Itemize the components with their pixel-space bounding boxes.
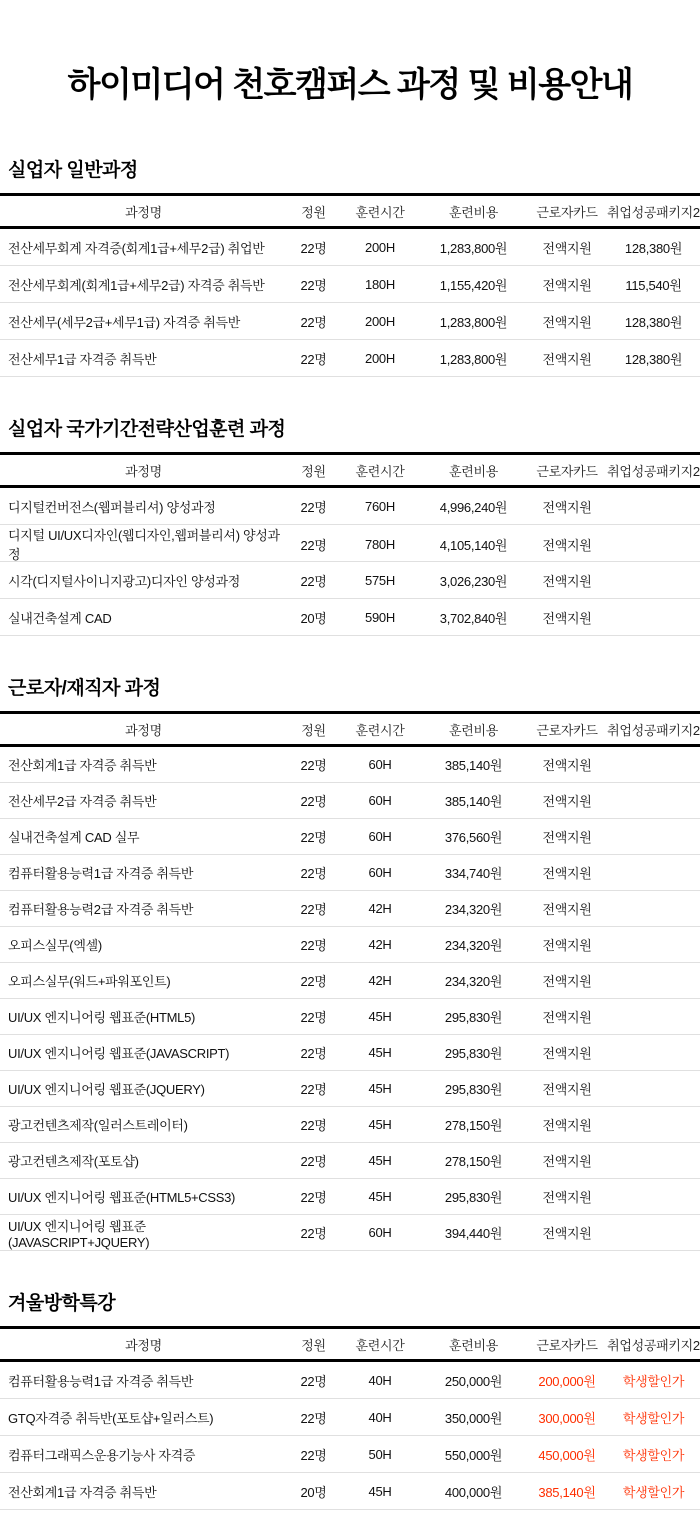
table-row [0,1107,700,1143]
course-table [0,193,700,377]
training-hours-cell: 45H [368,1117,392,1132]
table-row [0,1215,700,1251]
column-header: 훈련시간 [355,722,405,738]
column-header: 취업성공패키지2 [607,204,700,220]
training-cost-cell: 385,140원 [444,758,503,773]
column-header: 근로자카드 [536,204,598,220]
training-cost-cell: 295,830원 [444,1190,503,1205]
column-header: 정원 [301,1337,326,1353]
column-header: 훈련비용 [448,204,499,220]
table-row [0,999,700,1035]
training-hours-cell: 42H [368,973,392,988]
capacity-cell: 22명 [300,866,327,881]
table-body [0,1362,700,1510]
course-name-cell: 오피스실무(워드+파워포인트) [8,974,171,989]
worker-card-cell: 전액지원 [542,277,592,293]
training-hours-cell: 50H [368,1446,392,1462]
column-header: 과정명 [125,463,162,479]
course-table [0,711,700,1251]
training-hours-cell: 60H [368,793,392,808]
worker-card-cell: 전액지원 [542,1082,592,1097]
training-cost-cell: 3,026,230원 [439,573,508,589]
column-header: 훈련비용 [448,1337,499,1353]
training-hours-cell: 45H [368,1153,392,1168]
course-section [0,1291,700,1510]
training-hours-cell: 45H [368,1081,392,1096]
course-name-cell: GTQ자격증 취득반(포토샵+일러스트) [8,1410,214,1426]
course-name-cell: 컴퓨터활용능력1급 자격증 취득반 [8,1373,194,1389]
worker-card-cell: 전액지원 [542,1046,592,1061]
training-hours-cell: 42H [368,937,392,952]
training-cost-cell: 234,320원 [444,902,503,917]
training-hours-cell: 40H [368,1372,392,1388]
column-header: 훈련비용 [448,722,499,738]
capacity-cell: 22명 [300,499,327,515]
capacity-cell: 22명 [300,1118,327,1133]
table-row [0,747,700,783]
table-header-row [0,452,700,488]
table-row [0,303,700,340]
training-cost-cell: 4,105,140원 [439,537,508,553]
capacity-cell: 22명 [300,794,327,809]
training-cost-cell: 295,830원 [444,1010,503,1025]
worker-card-cell: 전액지원 [542,1154,592,1169]
course-name-cell: 컴퓨터그래픽스운용기능사 자격증 [8,1447,196,1463]
course-name-cell: 전산회계1급 자격증 취득반 [8,1484,157,1500]
section-heading: 실업자 일반과정 [8,160,138,181]
training-hours-cell: 42H [368,901,392,916]
table-row [0,1143,700,1179]
course-name-cell: 전산회계1급 자격증 취득반 [8,758,157,773]
worker-card-cell: 450,000원 [538,1447,596,1463]
table-row [0,1035,700,1071]
success-package-cell: 128,380원 [624,314,683,330]
table-header-row [0,193,700,229]
worker-card-cell: 전액지원 [542,499,592,515]
course-name-cell: 디지털컨버전스(웹퍼블리셔) 양성과정 [8,499,216,515]
capacity-cell: 22명 [300,758,327,773]
course-name-cell: 광고컨텐츠제작(일러스트레이터) [8,1118,188,1133]
table-row [0,599,700,636]
worker-card-cell: 385,140원 [538,1484,596,1500]
training-cost-cell: 295,830원 [444,1046,503,1061]
column-header: 정원 [301,722,326,738]
course-section [0,158,700,377]
training-hours-cell: 40H [368,1409,392,1425]
table-row [0,1071,700,1107]
worker-card-cell: 전액지원 [542,938,592,953]
training-cost-cell: 376,560원 [444,830,503,845]
training-hours-cell: 45H [368,1009,392,1024]
capacity-cell: 22명 [300,1447,327,1463]
table-header-row [0,711,700,747]
training-cost-cell: 350,000원 [444,1410,503,1426]
training-hours-cell: 575H [365,572,395,588]
course-name-cell: 전산세무(세무2급+세무1급) 자격증 취득반 [8,314,240,330]
capacity-cell: 22명 [300,830,327,845]
table-row [0,1473,700,1510]
capacity-cell: 22명 [300,1154,327,1169]
table-row [0,340,700,377]
training-hours-cell: 60H [368,1225,392,1240]
worker-card-cell: 전액지원 [542,758,592,773]
table-row [0,927,700,963]
worker-card-cell: 전액지원 [542,866,592,881]
table-row [0,1362,700,1399]
capacity-cell: 20명 [300,610,327,626]
worker-card-cell: 300,000원 [538,1410,596,1426]
training-cost-cell: 394,440원 [444,1226,503,1241]
course-name-cell: 디지털 UI/UX디자인(웹디자인,웹퍼블리셔) 양성과정 [8,528,280,562]
section-heading: 실업자 국가기간전략산업훈련 과정 [8,419,286,440]
table-row [0,562,700,599]
training-cost-cell: 1,283,800원 [439,314,508,330]
column-header: 훈련시간 [355,463,405,479]
course-table [0,1326,700,1510]
course-name-cell: UI/UX 엔지니어링 웹표준(HTML5+CSS3) [8,1190,236,1205]
capacity-cell: 22명 [300,1373,327,1389]
training-hours-cell: 45H [368,1189,392,1204]
worker-card-cell: 전액지원 [542,610,592,626]
course-name-cell: 컴퓨터활용능력1급 자격증 취득반 [8,866,194,881]
success-package-cell: 학생할인가 [622,1484,685,1500]
training-cost-cell: 1,155,420원 [439,277,508,293]
course-name-cell: 전산세무1급 자격증 취득반 [8,351,157,367]
capacity-cell: 22명 [300,1010,327,1025]
column-header: 훈련비용 [448,463,499,479]
course-name-cell: 전산세무회계(회계1급+세무2급) 자격증 취득반 [8,277,265,293]
training-hours-cell: 60H [368,865,392,880]
success-package-cell: 115,540원 [625,277,682,293]
training-hours-cell: 180H [365,276,395,292]
training-cost-cell: 3,702,840원 [439,610,508,626]
section-heading: 겨울방학특강 [8,1293,116,1314]
course-name-cell: UI/UX 엔지니어링 웹표준(JAVASCRIPT) [8,1046,230,1061]
table-row [0,1436,700,1473]
table-row [0,525,700,562]
training-hours-cell: 200H [365,350,395,366]
training-cost-cell: 295,830원 [444,1082,503,1097]
training-hours-cell: 45H [368,1483,392,1499]
course-name-cell: 실내건축설계 CAD [8,610,112,626]
course-name-cell: 전산세무회계 자격증(회계1급+세무2급) 취업반 [8,240,265,256]
course-name-cell: 시각(디지털사이니지광고)디자인 양성과정 [8,573,241,589]
training-hours-cell: 60H [368,757,392,772]
worker-card-cell: 전액지원 [542,1190,592,1205]
worker-card-cell: 200,000원 [538,1373,596,1389]
training-hours-cell: 780H [365,536,395,552]
course-name-cell: 전산세무2급 자격증 취득반 [8,794,157,809]
column-header: 근로자카드 [536,1337,598,1353]
capacity-cell: 22명 [300,314,327,330]
column-header: 취업성공패키지2 [607,1337,700,1353]
training-cost-cell: 1,283,800원 [439,240,508,256]
column-header: 훈련시간 [355,204,405,220]
table-row [0,855,700,891]
training-hours-cell: 60H [368,829,392,844]
capacity-cell: 22명 [300,537,327,553]
capacity-cell: 22명 [300,1190,327,1205]
table-body [0,229,700,377]
course-sections [0,158,700,1510]
column-header: 과정명 [125,204,162,220]
column-header: 과정명 [125,722,162,738]
training-hours-cell: 200H [365,313,395,329]
worker-card-cell: 전액지원 [542,1118,592,1133]
section-heading: 근로자/재직자 과정 [8,678,161,699]
training-cost-cell: 385,140원 [444,794,503,809]
capacity-cell: 22명 [300,902,327,917]
table-row [0,1399,700,1436]
capacity-cell: 22명 [300,938,327,953]
course-name-cell: 광고컨텐츠제작(포토샵) [8,1154,139,1169]
table-row [0,783,700,819]
capacity-cell: 22명 [300,277,327,293]
capacity-cell: 20명 [300,1484,327,1500]
training-cost-cell: 234,320원 [444,974,503,989]
table-header-row [0,1326,700,1362]
column-header: 근로자카드 [536,722,598,738]
course-section [0,417,700,636]
training-cost-cell: 334,740원 [444,866,503,881]
table-row [0,891,700,927]
capacity-cell: 22명 [300,240,327,256]
capacity-cell: 22명 [300,974,327,989]
success-package-cell: 학생할인가 [622,1373,685,1389]
training-hours-cell: 590H [365,609,395,625]
column-header: 취업성공패키지2 [607,463,700,479]
training-cost-cell: 550,000원 [444,1447,503,1463]
course-name-cell: UI/UX 엔지니어링 웹표준(JQUERY) [8,1082,205,1097]
course-name-cell: 컴퓨터활용능력2급 자격증 취득반 [8,902,194,917]
training-cost-cell: 278,150원 [444,1118,503,1133]
capacity-cell: 22명 [300,351,327,367]
course-table [0,452,700,636]
success-package-cell: 128,380원 [624,240,683,256]
table-row [0,1179,700,1215]
worker-card-cell: 전액지원 [542,537,592,553]
worker-card-cell: 전액지원 [542,974,592,989]
worker-card-cell: 전액지원 [542,240,592,256]
course-section [0,676,700,1251]
worker-card-cell: 전액지원 [542,1226,592,1241]
training-cost-cell: 4,996,240원 [439,499,508,515]
worker-card-cell: 전액지원 [542,902,592,917]
capacity-cell: 22명 [300,1046,327,1061]
column-header: 훈련시간 [355,1337,405,1353]
success-package-cell: 학생할인가 [622,1410,685,1426]
table-body [0,747,700,1251]
table-row [0,266,700,303]
table-row [0,819,700,855]
column-header: 과정명 [125,1337,162,1353]
training-cost-cell: 234,320원 [444,938,503,953]
training-cost-cell: 250,000원 [444,1373,503,1389]
column-header: 근로자카드 [536,463,598,479]
worker-card-cell: 전액지원 [542,351,592,367]
worker-card-cell: 전액지원 [542,1010,592,1025]
training-cost-cell: 400,000원 [444,1484,503,1500]
training-hours-cell: 200H [365,239,395,255]
course-name-cell: 실내건축설계 CAD 실무 [8,830,140,845]
capacity-cell: 22명 [300,573,327,589]
column-header: 정원 [301,204,326,220]
worker-card-cell: 전액지원 [542,573,592,589]
capacity-cell: 22명 [300,1226,327,1241]
worker-card-cell: 전액지원 [542,794,592,809]
training-hours-cell: 45H [368,1045,392,1060]
column-header: 취업성공패키지2 [607,722,700,738]
worker-card-cell: 전액지원 [542,314,592,330]
table-row [0,229,700,266]
training-cost-cell: 278,150원 [444,1154,503,1169]
training-cost-cell: 1,283,800원 [439,351,508,367]
course-name-cell: UI/UX 엔지니어링 웹표준(JAVASCRIPT+JQUERY) [8,1218,150,1250]
worker-card-cell: 전액지원 [542,830,592,845]
table-row [0,963,700,999]
capacity-cell: 22명 [300,1082,327,1097]
course-name-cell: UI/UX 엔지니어링 웹표준(HTML5) [8,1010,196,1025]
capacity-cell: 22명 [300,1410,327,1426]
table-body [0,488,700,636]
training-hours-cell: 760H [365,498,395,514]
success-package-cell: 학생할인가 [622,1447,685,1463]
course-name-cell: 오피스실무(엑셀) [8,938,102,953]
table-row [0,488,700,525]
page-title: 하이미디어 천호캠퍼스 과정 및 비용안내 [67,66,633,104]
column-header: 정원 [301,463,326,479]
success-package-cell: 128,380원 [624,351,683,367]
